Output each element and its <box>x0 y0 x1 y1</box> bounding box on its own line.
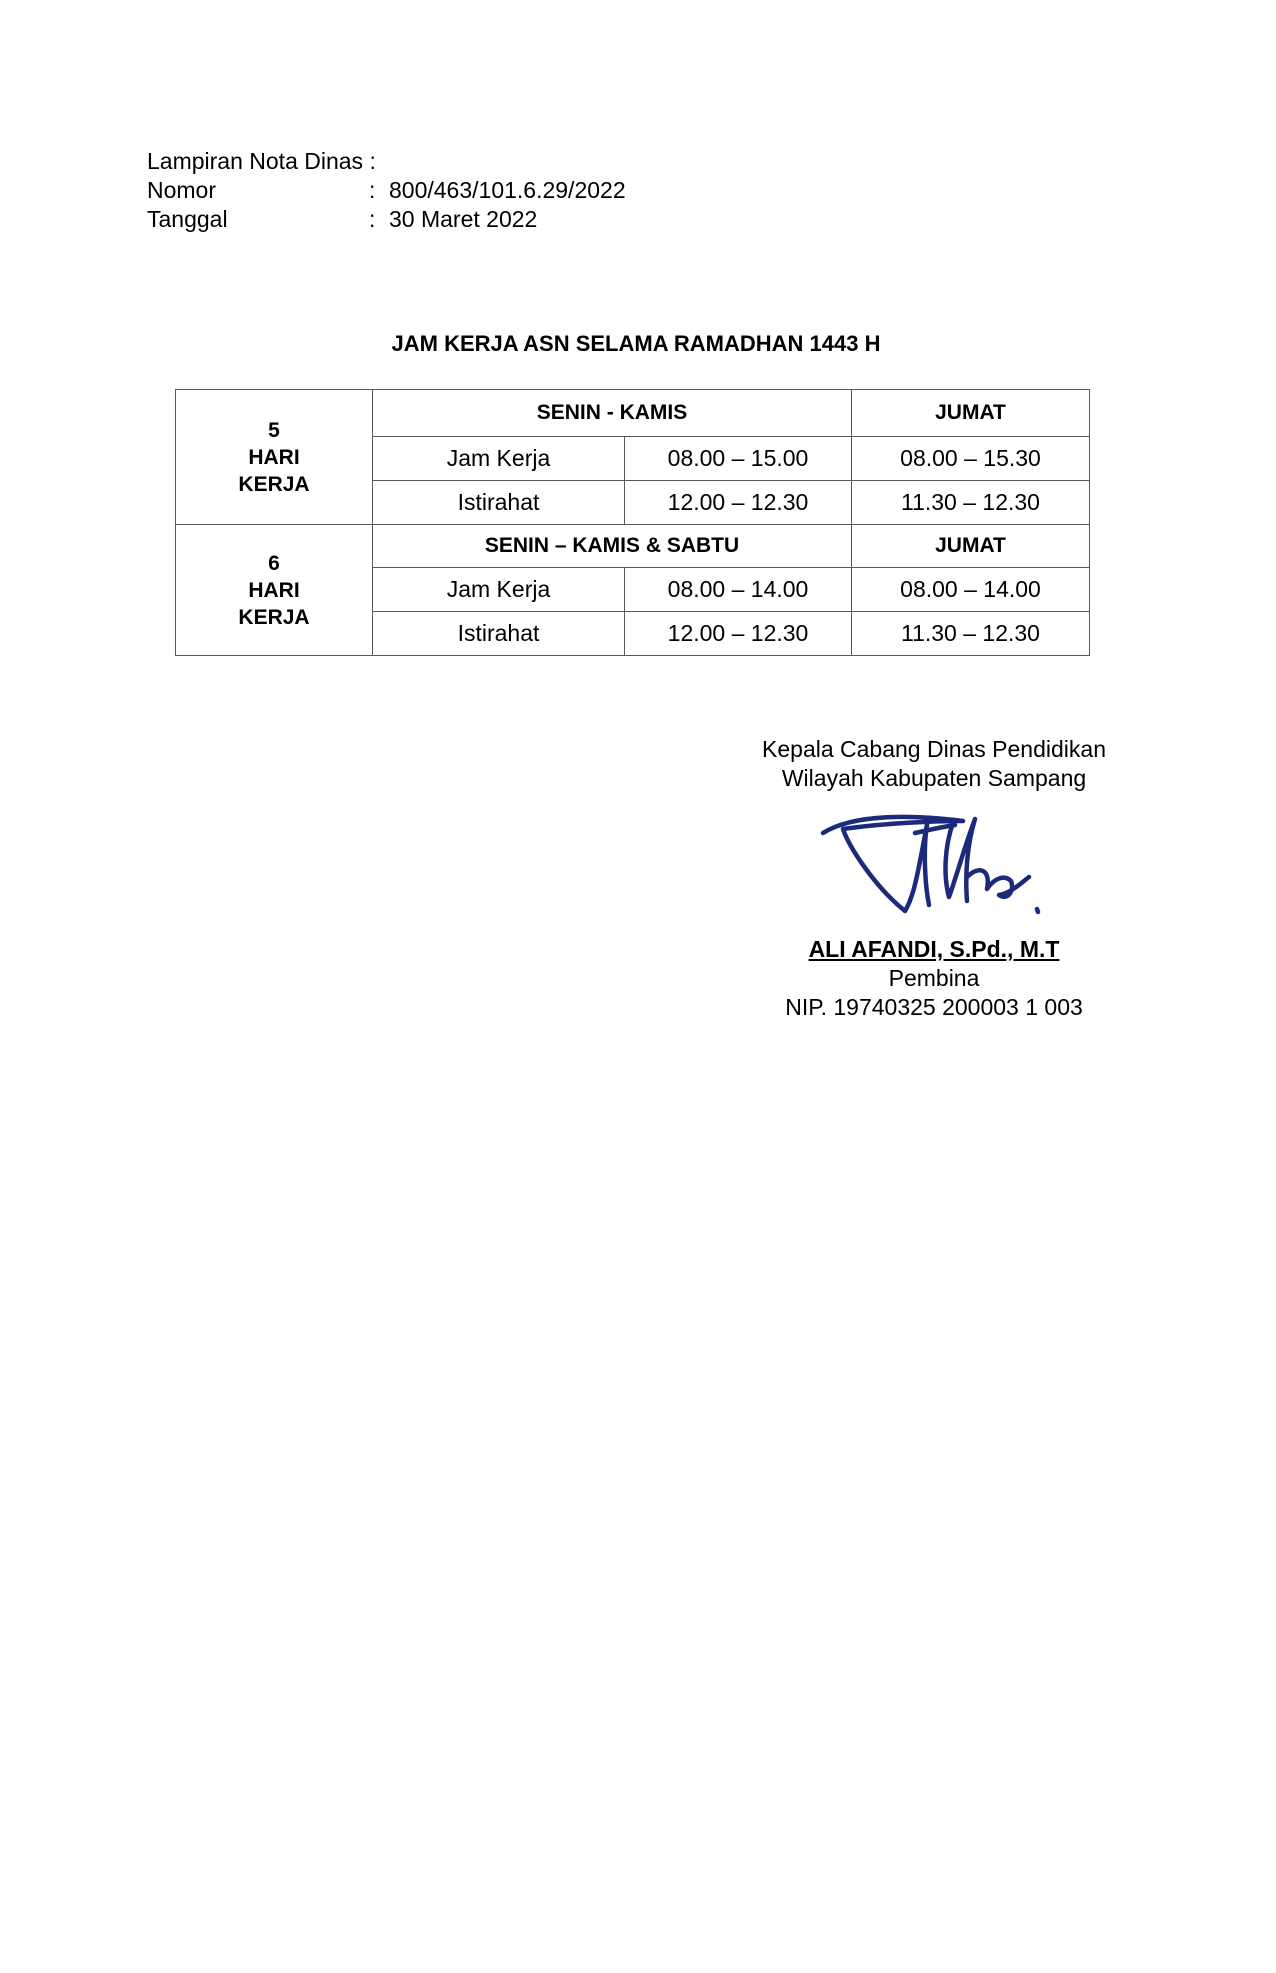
weekday-value: 08.00 – 14.00 <box>625 568 852 612</box>
workdays-hari: HARI <box>248 578 300 602</box>
friday-value: 11.30 – 12.30 <box>852 612 1090 656</box>
friday-value: 08.00 – 14.00 <box>852 568 1090 612</box>
nomor-value: 800/463/101.6.29/2022 <box>389 177 626 203</box>
row-label: Jam Kerja <box>373 437 625 481</box>
weekday-value: 12.00 – 12.30 <box>625 612 852 656</box>
workdays-number: 5 <box>268 418 280 442</box>
friday-header: JUMAT <box>852 390 1090 437</box>
weekday-value: 12.00 – 12.30 <box>625 481 852 525</box>
position-line-1: Kepala Cabang Dinas Pendidikan <box>762 736 1106 762</box>
row-label: Istirahat <box>373 481 625 525</box>
schedule-header-row <box>176 525 1090 568</box>
workdays-cell <box>176 525 373 656</box>
signatory-position <box>724 735 1144 793</box>
tanggal-value: 30 Maret 2022 <box>389 206 538 232</box>
nomor-label: Nomor <box>147 177 217 203</box>
signatory-rank: Pembina <box>888 965 980 991</box>
handwritten-signature <box>815 805 1045 925</box>
attachment-header <box>147 147 626 234</box>
weekday-header: SENIN – KAMIS & SABTU <box>373 525 852 568</box>
row-label: Jam Kerja <box>373 568 625 612</box>
document-title <box>0 331 1276 357</box>
weekday-value: 08.00 – 15.00 <box>625 437 852 481</box>
row-label: Istirahat <box>373 612 625 656</box>
signature-strokes <box>823 817 1038 912</box>
weekday-header: SENIN - KAMIS <box>373 390 852 437</box>
friday-value: 11.30 – 12.30 <box>852 481 1090 525</box>
schedule-table <box>175 389 1090 656</box>
signatory-nip: NIP. 19740325 200003 1 003 <box>785 994 1083 1020</box>
workdays-cell <box>176 390 373 525</box>
workdays-kerja: KERJA <box>238 472 310 496</box>
nomor-row <box>147 176 626 205</box>
schedule-header-row <box>176 390 1090 437</box>
position-line-2: Wilayah Kabupaten Sampang <box>781 765 1087 791</box>
signature-stroke-f <box>946 819 975 901</box>
workdays-number: 6 <box>268 551 280 575</box>
signature-stroke-loop <box>823 817 963 911</box>
tanggal-row <box>147 205 626 234</box>
nomor-colon: : <box>369 177 376 203</box>
signatory-name: ALI AFANDI, S.Pd., M.T <box>808 936 1060 962</box>
attachment-title: Lampiran Nota Dinas : <box>147 148 376 174</box>
friday-header: JUMAT <box>852 525 1090 568</box>
tanggal-colon: : <box>369 206 376 232</box>
signatory-block <box>724 935 1144 1022</box>
signature-stroke-tail <box>967 870 1038 912</box>
workdays-hari: HARI <box>248 445 300 469</box>
friday-value: 08.00 – 15.30 <box>852 437 1090 481</box>
tanggal-label: Tanggal <box>147 206 228 232</box>
document-title-text: JAM KERJA ASN SELAMA RAMADHAN 1443 H <box>391 331 881 356</box>
workdays-kerja: KERJA <box>238 605 310 629</box>
